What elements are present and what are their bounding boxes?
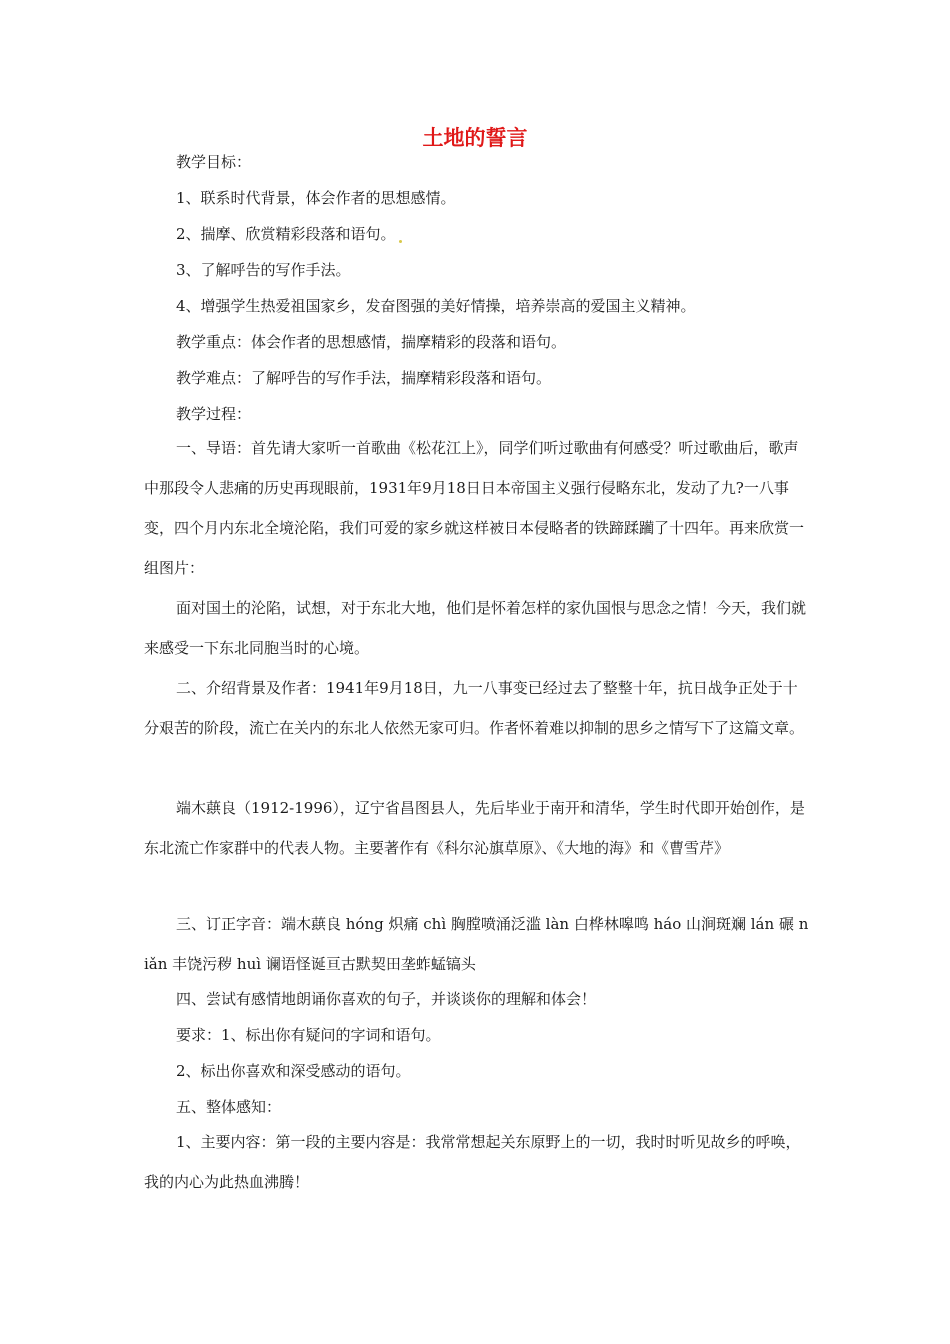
intro-paragraph-2: 面对国土的沦陷，试想，对于东北大地，他们是怀着怎样的家仇国恨与思念之情！今天，我们就来感受一下东北同胞当时的心境。: [144, 599, 807, 657]
requirement-1: 要求：1、标出你有疑问的字词和语句。: [176, 1026, 441, 1044]
objective-item-2: [176, 223, 402, 245]
objective-item-2-text: 2、揣摩、欣赏精彩段落和语句。: [176, 225, 396, 243]
objective-item-4: 4、增强学生热爱祖国家乡，发奋图强的美好情操，培养崇高的爱国主义精神。: [176, 297, 696, 315]
overall-heading: 五、整体感知：: [176, 1098, 282, 1116]
document-title: 土地的誓言: [422, 126, 528, 150]
key-points: 教学重点：体会作者的思想感情，揣摩精彩的段落和语句。: [176, 333, 567, 351]
objective-item-3: 3、了解呼告的写作手法。: [176, 261, 351, 279]
requirement-2: 2、标出你喜欢和深受感动的语句。: [176, 1062, 411, 1080]
objective-item-1: 1、联系时代背景，体会作者的思想感情。: [176, 189, 456, 207]
speck-mark: [399, 240, 402, 243]
difficult-points: 教学难点：了解呼告的写作手法，揣摩精彩段落和语句。: [176, 369, 552, 387]
pronunciation-paragraph: 三、订正字音：端木蕻良 hóng 炽痛 chì 胸膛喷涌泛滥 làn 白桦林嗥鸣 háo 山涧斑斓 lán 碾 niǎn 丰饶污秽 huì 谰语怪诞亘古默契田垄蚱蜢镐头: [144, 915, 809, 973]
reading-task: 四、尝试有感情地朗诵你喜欢的句子，并谈谈你的理解和体会！: [176, 990, 597, 1008]
intro-paragraph: 一、导语：首先请大家听一首歌曲《松花江上》，同学们听过歌曲有何感受？听过歌曲后，歌声中那段令人悲痛的历史再现眼前，1931年9月18日日本帝国主义强行侵略东北，发动了九?一八事变，四个月内东北全境沦陷，我们可爱的家乡就这样被日本侵略者的铁蹄蹂躏了十四年。再来欣赏一组图片：: [144, 439, 805, 577]
author-paragraph: 端木蕻良（1912-1996），辽宁省昌图县人，先后毕业于南开和清华，学生时代即开始创作，是东北流亡作家群中的代表人物。主要著作有《科尔沁旗草原》、《大地的海》和《曹雪芹》: [144, 799, 805, 857]
main-content-paragraph: 1、主要内容：第一段的主要内容是：我常常想起关东原野上的一切，我时时听见故乡的呼唤，我的内心为此热血沸腾！: [144, 1133, 801, 1191]
background-paragraph: 二、介绍背景及作者：1941年9月18日，九一八事变已经过去了整整十年，抗日战争正处于十分艰苦的阶段，流亡在关内的东北人依然无家可归。作者怀着难以抑制的思乡之情写下了这篇文章。: [144, 679, 805, 737]
process-heading: 教学过程：: [176, 405, 252, 423]
objectives-heading: 教学目标：: [176, 153, 252, 171]
